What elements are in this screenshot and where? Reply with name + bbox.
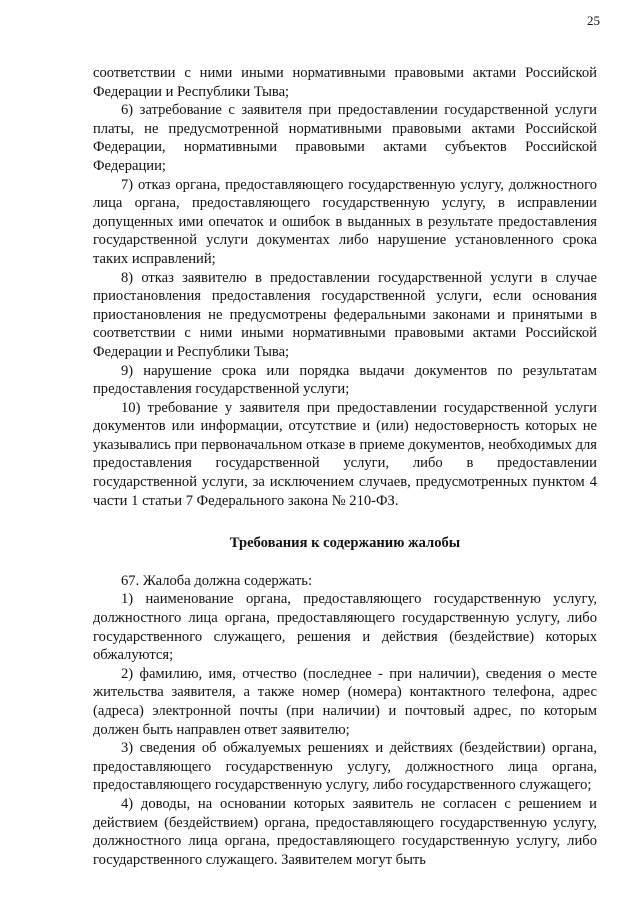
paragraph: 4) доводы, на основании которых заявитель не согласен с решением и действием (бездействием) органа, предоставляющего государственную услугу, должностного лица органа, предоставляющего государственную услугу, либо государственного служащего. Заявителем могут быть [93, 795, 597, 868]
paragraph: 8) отказ заявителю в предоставлении государственной услуги в случае приостановления предоставления государственной услуги, если основания приостановления не предусмотрены федеральными законами и принятыми в соответствии с ними иными нормативными правовыми актами Российской Федерации и Республики Тыва; [93, 269, 597, 360]
paragraph: 7) отказ органа, предоставляющего государственную услугу, должностного лица органа, предоставляющего государственную услугу, в исправлении допущенных ими опечаток и ошибок в выданных в результате предоставления государственной услуги документах либо нарушение установленного срока таких исправлений; [93, 176, 597, 267]
section-heading: Требования к содержанию жалобы [229, 535, 461, 552]
paragraph-list-top [93, 64, 597, 510]
paragraph-list-bottom [93, 572, 597, 870]
paragraph: соответствии с ними иными нормативными правовыми актами Российской Федерации и Республики Тыва; [93, 65, 597, 100]
paragraph: 1) наименование органа, предоставляющего государственную услугу, должностного лица органа, предоставляющего государственную услугу, либо государственного служащего, решения и действия (бездействие) которых обжалуются; [93, 591, 597, 664]
paragraph: 6) затребование с заявителя при предоставлении государственной услуги платы, не предусмотренной нормативными правовыми актами Российской Федерации, нормативными правовыми актами субъектов Российской Федерации; [93, 102, 597, 174]
paragraph: 3) сведения об обжалуемых решениях и действиях (бездействии) органа, предоставляющего государственную услугу, должностного лица органа, предоставляющего государственную услугу, либо государственного служащего; [93, 740, 597, 794]
paragraph: 67. Жалоба должна содержать: [121, 572, 312, 589]
paragraph: 9) нарушение срока или порядка выдачи документов по результатам предоставления государственной услуги; [93, 362, 597, 398]
paragraph: 10) требование у заявителя при предоставлении государственной услуги документов или информации, отсутствие и (или) недостоверность которых не указывались при первоначальном отказе в приеме документов, необходимых для предоставления государственной услуги, либо в предоставлении государственной услуги, за исключением случаев, предусмотренных пунктом 4 части 1 статьи 7 Федерального закона № 210-ФЗ. [93, 399, 597, 509]
page-number: 25 [587, 13, 600, 28]
paragraph: 2) фамилию, имя, отчество (последнее - при наличии), сведения о месте жительства заявителя, а также номер (номера) контактного телефона, адрес (адреса) электронной почты (при наличии) и почтовый адрес, по которым должен быть направлен ответ заявителю; [93, 665, 597, 738]
page-content [93, 64, 597, 869]
